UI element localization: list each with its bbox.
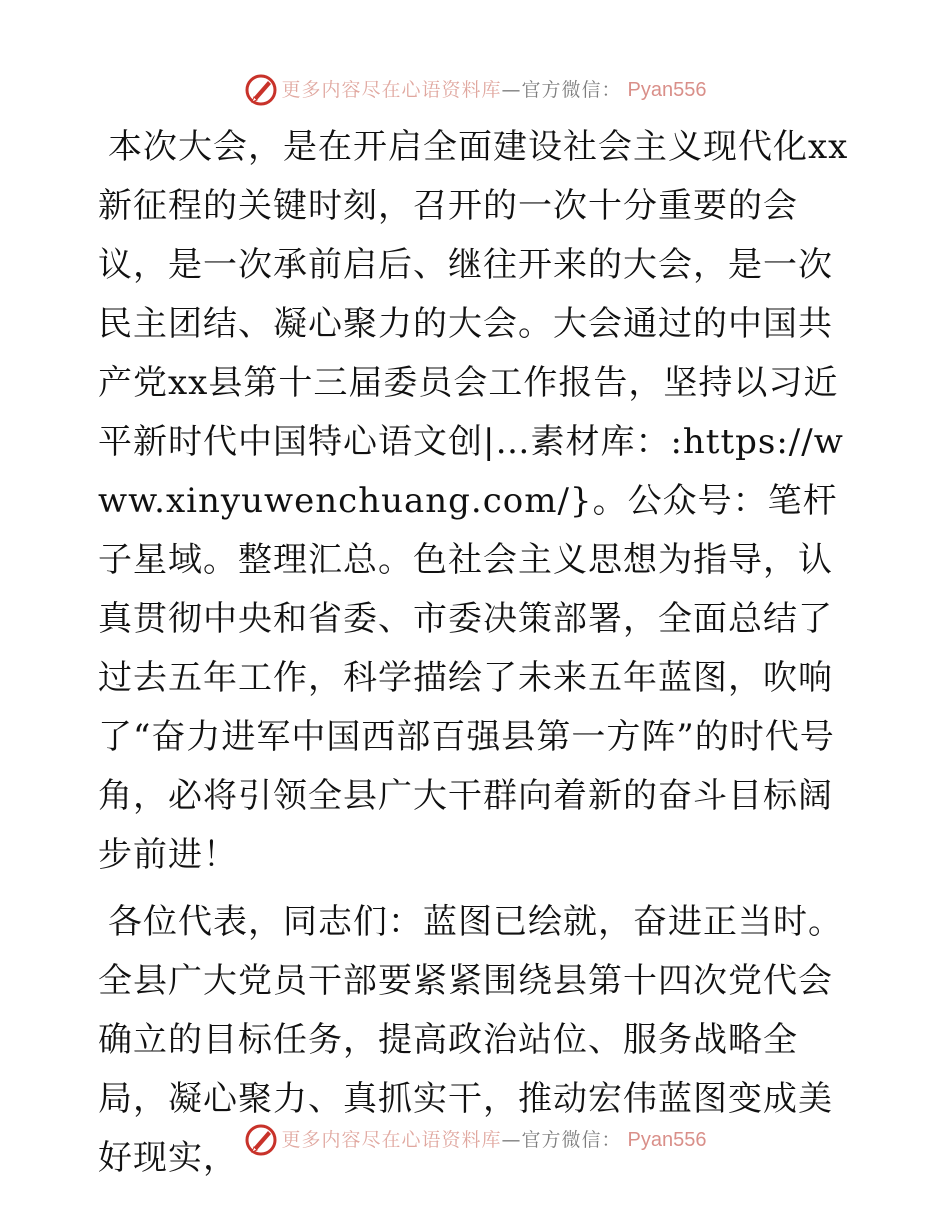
- paragraph-1: [98, 118, 858, 885]
- paragraph-1-text: 本次大会，是在开启全面建设社会主义现代化xx新征程的关键时刻，召开的一次十分重要的会议，是一次承前启后、继往开来的大会，是一次民主团结、凝心聚力的大会。大会通过的中国共产党xx县第十三届委员会工作报告，坚持以习近平新时代中国特心语文创|…素材库：:https://www.xinyuwenchuang.com/}。公众号：笔杆子星域。整理汇总。色社会主义思想为指导，认真贯彻中央和省委、市委决策部署，全面总结了过去五年工作，科学描绘了未来五年蓝图，吹响了“奋力进军中国西部百强县第一方阵”的时代号角，必将引领全县广大干群向着新的奋斗目标阔步前进！: [98, 127, 849, 875]
- banner-slogan: 更多内容尽在心语资料库: [281, 1128, 502, 1151]
- banner-wechat-id: Pyan556: [627, 79, 707, 101]
- pen-logo-icon: [244, 73, 278, 107]
- banner-slogan: 更多内容尽在心语资料库: [281, 78, 502, 101]
- header-watermark-banner: [0, 70, 950, 110]
- banner-wechat-id: Pyan556: [627, 1129, 707, 1151]
- footer-watermark-banner: [0, 1120, 950, 1160]
- paragraph-2-text: 各位代表，同志们：蓝图已绘就，奋进正当时。全县广大党员干部要紧紧围绕县第十四次党代会确立的目标任务，提高政治站位、服务战略全局，凝心聚力、真抓实干，推动宏伟蓝图变成美好现实，: [98, 902, 843, 1178]
- banner-separator: —官方微信：: [501, 78, 622, 101]
- banner-separator: —官方微信：: [501, 1128, 622, 1151]
- pen-logo-icon: [244, 1123, 278, 1157]
- document-body: [98, 118, 858, 1188]
